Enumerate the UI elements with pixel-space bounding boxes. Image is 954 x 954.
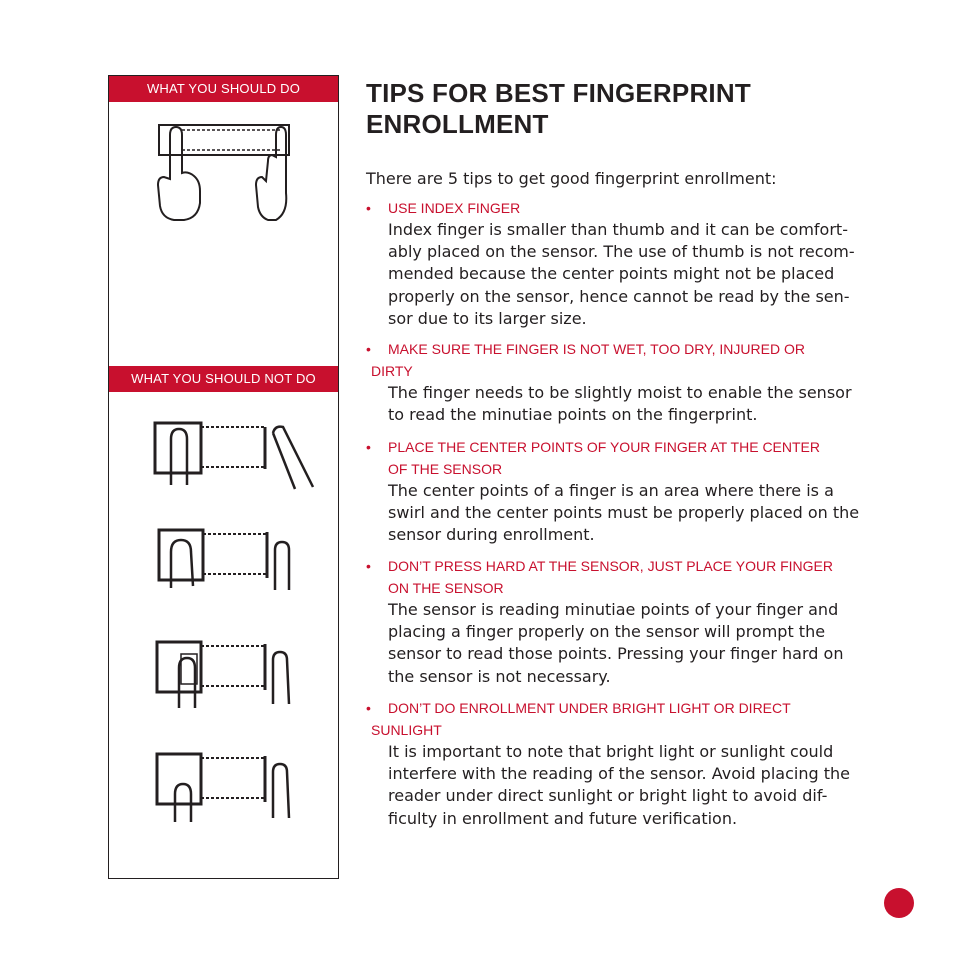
correct-finger-placement-icon bbox=[154, 121, 299, 226]
page-title bbox=[366, 78, 886, 140]
body-line: The finger needs to be slightly moist to enable the sensor bbox=[388, 383, 852, 402]
bullet-icon: • bbox=[366, 200, 371, 216]
body-line: The center points of a finger is an area where there is a bbox=[388, 481, 834, 500]
bullet-icon: • bbox=[366, 341, 371, 357]
body-line: sensor during enrollment. bbox=[388, 525, 595, 545]
wrong-placement-4-icon bbox=[155, 750, 300, 825]
body-line: It is important to note that bright light or sunlight could bbox=[388, 742, 834, 761]
tip-heading-continued: ON THE SENSOR bbox=[388, 580, 504, 596]
tip-heading-text: USE INDEX FINGER bbox=[388, 200, 521, 216]
tip-body bbox=[366, 741, 884, 830]
tips-column bbox=[366, 78, 886, 828]
body-line: The sensor is reading minutiae points of your finger and bbox=[388, 600, 839, 619]
tip-body bbox=[366, 599, 884, 688]
do-banner: WHAT YOU SHOULD DO bbox=[109, 76, 338, 102]
body-line: Index finger is smaller than thumb and it can be comfort- bbox=[388, 220, 848, 239]
body-line: sensor to read those points. Pressing your finger hard on bbox=[388, 644, 844, 664]
tip-heading bbox=[366, 436, 886, 458]
intro-text: There are 5 tips to get good fingerprint enrollment: bbox=[366, 169, 777, 188]
tip-2 bbox=[366, 338, 886, 426]
body-line: ficulty in enrollment and future verification. bbox=[388, 808, 738, 828]
tip-heading-continued: SUNLIGHT bbox=[371, 722, 442, 738]
tip-body bbox=[366, 382, 884, 426]
tip-3 bbox=[366, 436, 886, 547]
tip-heading bbox=[366, 197, 886, 219]
tip-heading-text: PLACE THE CENTER POINTS OF YOUR FINGER AT THE CENTER bbox=[388, 439, 820, 455]
tip-1 bbox=[366, 197, 886, 330]
body-line: placing a finger properly on the sensor will prompt the bbox=[388, 622, 826, 642]
body-line: interfere with the reading of the sensor. Avoid placing the bbox=[388, 764, 850, 784]
tip-body bbox=[366, 480, 884, 547]
wrong-placement-2-icon bbox=[157, 524, 302, 599]
body-line: properly on the sensor, hence cannot be read by the sen- bbox=[388, 286, 850, 306]
body-line: the sensor is not necessary. bbox=[388, 666, 611, 686]
body-line: to read the minutiae points on the fingerprint. bbox=[388, 405, 758, 425]
tip-5 bbox=[366, 697, 886, 830]
body-line: ably placed on the sensor. The use of thumb is not recom- bbox=[388, 242, 855, 262]
illustration-sidebar bbox=[108, 75, 339, 879]
body-line: sor due to its larger size. bbox=[388, 308, 587, 328]
tip-heading-text: DON’T DO ENROLLMENT UNDER BRIGHT LIGHT OR DIRECT bbox=[388, 700, 791, 716]
body-line: swirl and the center points must be properly placed on the bbox=[388, 503, 860, 523]
title-line-1: TIPS FOR BEST FINGERPRINT bbox=[366, 78, 751, 108]
tip-heading bbox=[366, 555, 886, 577]
title-line-2: ENROLLMENT bbox=[366, 109, 549, 139]
tip-heading-text: DON’T PRESS HARD AT THE SENSOR, JUST PLACE YOUR FINGER bbox=[388, 558, 833, 574]
dont-banner: WHAT YOU SHOULD NOT DO bbox=[109, 366, 338, 392]
tip-heading bbox=[366, 697, 886, 719]
wrong-placement-1-icon bbox=[153, 419, 318, 494]
bullet-icon: • bbox=[366, 558, 371, 574]
tip-heading bbox=[366, 338, 886, 360]
bullet-icon: • bbox=[366, 700, 371, 716]
tip-heading-text: MAKE SURE THE FINGER IS NOT WET, TOO DRY, INJURED OR bbox=[388, 341, 805, 357]
body-line: reader under direct sunlight or bright light to avoid dif- bbox=[388, 786, 828, 806]
tip-4 bbox=[366, 555, 886, 688]
wrong-placement-3-icon bbox=[155, 638, 300, 713]
bullet-icon: • bbox=[366, 439, 371, 455]
tip-heading-continued: OF THE SENSOR bbox=[388, 461, 503, 477]
body-line: mended because the center points might not be placed bbox=[388, 264, 835, 284]
page-marker-dot bbox=[884, 888, 914, 918]
tip-heading-continued: DIRTY bbox=[371, 363, 413, 379]
tip-body bbox=[366, 219, 884, 330]
